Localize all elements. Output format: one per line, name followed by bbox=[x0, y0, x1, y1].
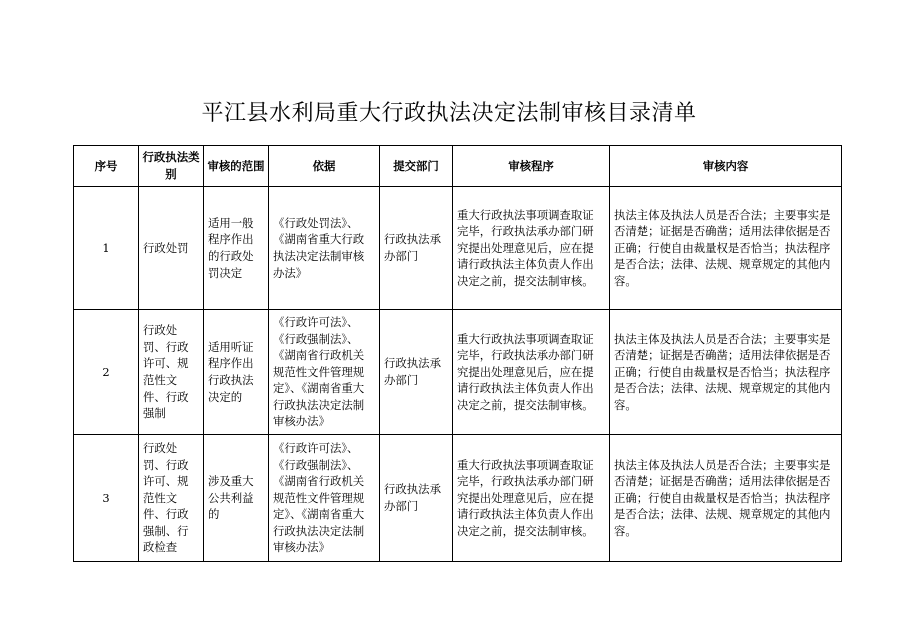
header-procedure: 审核程序 bbox=[453, 146, 610, 187]
table-header-row bbox=[74, 146, 842, 187]
cell-category: 行政处罚 bbox=[139, 187, 204, 310]
review-catalog-table bbox=[73, 145, 842, 562]
document-title: 平江县水利局重大行政执法决定法制审核目录清单 bbox=[201, 101, 697, 126]
header-scope: 审核的范围 bbox=[204, 146, 269, 187]
table-row bbox=[74, 310, 842, 435]
cell-content: 执法主体及执法人员是否合法；主要事实是否清楚；证据是否确凿；适用法律依据是否正确；行使自由裁量权是否恰当；执法程序是否合法；法律、法规、规章规定的其他内容。 bbox=[610, 310, 842, 435]
header-dept: 提交部门 bbox=[380, 146, 453, 187]
cell-category: 行政处罚、行政许可、规范性文件、行政强制 bbox=[139, 310, 204, 435]
cell-category: 行政处罚、行政许可、规范性文件、行政强制、行政检查 bbox=[139, 435, 204, 562]
header-basis: 依据 bbox=[269, 146, 380, 187]
cell-scope: 适用一般程序作出的行政处罚决定 bbox=[204, 187, 269, 310]
header-content: 审核内容 bbox=[610, 146, 842, 187]
table-row bbox=[74, 187, 842, 310]
cell-dept: 行政执法承办部门 bbox=[380, 187, 453, 310]
cell-scope: 适用听证程序作出行政执法决定的 bbox=[204, 310, 269, 435]
cell-dept: 行政执法承办部门 bbox=[380, 435, 453, 562]
cell-content: 执法主体及执法人员是否合法；主要事实是否清楚；证据是否确凿；适用法律依据是否正确；行使自由裁量权是否恰当；执法程序是否合法；法律、法规、规章规定的其他内容。 bbox=[610, 187, 842, 310]
cell-no: 2 bbox=[74, 310, 139, 435]
cell-procedure: 重大行政执法事项调查取证完毕，行政执法承办部门研究提出处理意见后，应在提请行政执法主体负责人作出决定之前，提交法制审核。 bbox=[453, 435, 610, 562]
cell-dept: 行政执法承办部门 bbox=[380, 310, 453, 435]
cell-basis: 《行政许可法》、《行政强制法》、《湖南省行政机关规范性文件管理规定》、《湖南省重大行政执法决定法制审核办法》 bbox=[269, 310, 380, 435]
header-category: 行政执法类别 bbox=[139, 146, 204, 187]
cell-no: 3 bbox=[74, 435, 139, 562]
header-no: 序号 bbox=[74, 146, 139, 187]
cell-procedure: 重大行政执法事项调查取证完毕，行政执法承办部门研究提出处理意见后，应在提请行政执法主体负责人作出决定之前，提交法制审核。 bbox=[453, 187, 610, 310]
cell-no: 1 bbox=[74, 187, 139, 310]
cell-basis: 《行政许可法》、《行政强制法》、《湖南省行政机关规范性文件管理规定》、《湖南省重大行政执法决定法制审核办法》 bbox=[269, 435, 380, 562]
cell-content: 执法主体及执法人员是否合法；主要事实是否清楚；证据是否确凿；适用法律依据是否正确；行使自由裁量权是否恰当；执法程序是否合法；法律、法规、规章规定的其他内容。 bbox=[610, 435, 842, 562]
cell-basis: 《行政处罚法》、《湖南省重大行政执法决定法制审核办法》 bbox=[269, 187, 380, 310]
table-row bbox=[74, 435, 842, 562]
cell-procedure: 重大行政执法事项调查取证完毕，行政执法承办部门研究提出处理意见后，应在提请行政执法主体负责人作出决定之前，提交法制审核。 bbox=[453, 310, 610, 435]
cell-scope: 涉及重大公共利益的 bbox=[204, 435, 269, 562]
